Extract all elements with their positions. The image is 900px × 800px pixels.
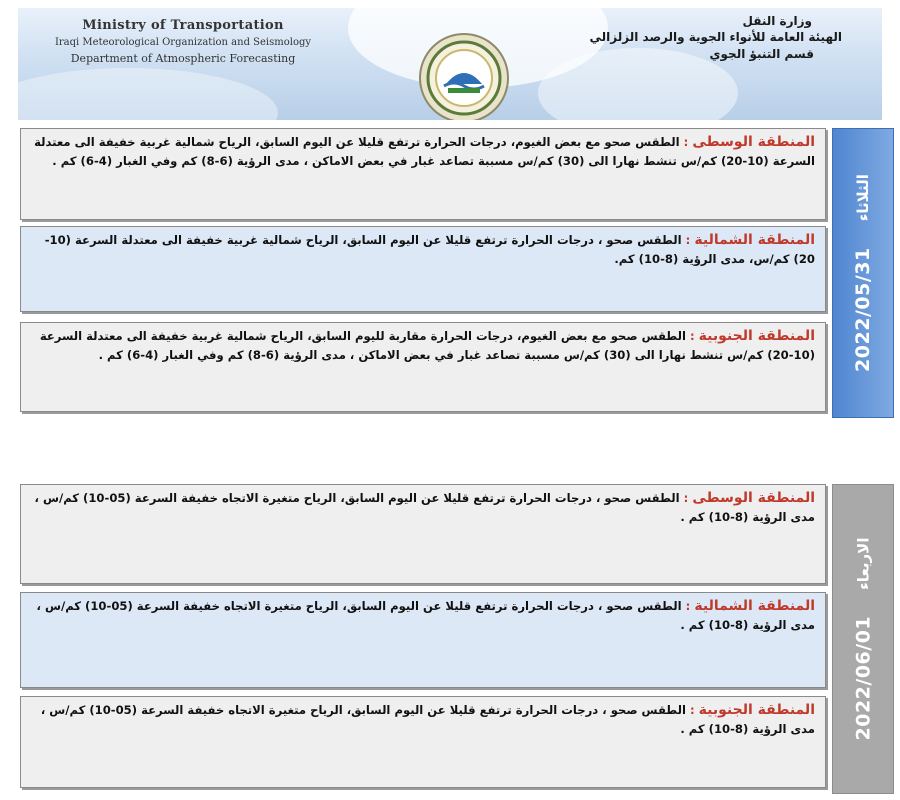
- cloud-decoration: [18, 68, 278, 120]
- organization-name-ar: الهيئة العامة للأنواء الجوية والرصد الزلزالي: [589, 30, 842, 44]
- forecast-day-name: الاربعاء: [854, 537, 872, 590]
- region-label: المنطقة الجنوبية: [698, 702, 815, 718]
- region-separator: :: [683, 135, 689, 149]
- organization-name-en: Iraqi Meteorological Organization and Seismology: [54, 37, 312, 48]
- region-box-central: [20, 484, 826, 584]
- region-separator: :: [689, 703, 695, 717]
- date-bar: [832, 128, 894, 418]
- region-label: المنطقة الوسطى: [692, 134, 815, 150]
- region-label: المنطقة الشمالية: [694, 232, 815, 248]
- region-separator: :: [689, 329, 695, 343]
- region-label: المنطقة الجنوبية: [698, 328, 815, 344]
- ministry-name-en: Ministry of Transportation: [82, 18, 284, 33]
- header-english-text: [48, 18, 318, 65]
- forecast-date: 2022/05/31: [852, 247, 874, 372]
- region-forecast-text: الطقس صحو ، درجات الحرارة ترتفع قليلا عن اليوم السابق، الرياح متغيرة الاتجاه خفيفة السرعة (05-10) كم/س ، مدى الرؤية (8-10) كم .: [36, 599, 815, 632]
- forecast-day-name: الثلاثاء: [854, 174, 872, 222]
- department-name-en: Department of Atmospheric Forecasting: [70, 52, 296, 65]
- department-name-ar: قسم التنبؤ الجوي: [709, 47, 814, 61]
- forecast-date: 2022/06/01: [852, 615, 874, 741]
- region-label: المنطقة الشمالية: [694, 598, 815, 614]
- region-box-south: [20, 322, 826, 412]
- region-box-central: [20, 128, 826, 220]
- region-separator: :: [685, 599, 691, 613]
- region-forecast-text: الطقس صحو مع بعض الغيوم، درجات الحرارة مقاربة لليوم السابق، الرياح شمالية غربية خفيفة الى معتدلة السرعة (10-20) كم/س تنشط نهارا الى (30) كم/س مسببة تصاعد غبار في بعض الاماكن ، مدى الرؤية (6-8) كم وفي الغبار (4-6) كم .: [39, 329, 815, 362]
- region-box-north: [20, 226, 826, 312]
- ministry-name-ar: وزارة النقل: [742, 14, 812, 28]
- region-forecast-text: الطقس صحو ، درجات الحرارة ترتفع قليلا عن اليوم السابق، الرياح شمالية غربية خفيفة الى معتدلة السرعة (10-20) كم/س، مدى الرؤية (8-10) كم.: [44, 233, 815, 266]
- region-separator: :: [685, 233, 691, 247]
- region-forecast-text: الطقس صحو ، درجات الحرارة ترتفع قليلا عن اليوم السابق، الرياح متغيرة الاتجاه خفيفة السرعة (05-10) كم/س ، مدى الرؤية (8-10) كم .: [40, 703, 815, 736]
- header-banner: [18, 8, 882, 120]
- region-forecast-text: الطقس صحو ، درجات الحرارة ترتفع قليلا عن اليوم السابق، الرياح متغيرة الاتجاه خفيفة السرعة (05-10) كم/س ، مدى الرؤية (8-10) كم .: [34, 491, 815, 524]
- region-separator: :: [683, 491, 689, 505]
- organization-logo-icon: [418, 32, 510, 120]
- region-box-north: [20, 592, 826, 688]
- region-forecast-text: الطقس صحو مع بعض الغيوم، درجات الحرارة ترتفع قليلا عن اليوم السابق، الرياح شمالية غربية خفيفة الى معتدلة السرعة (10-20) كم/س تنشط نهارا الى (30) كم/س مسببة تصاعد غبار في بعض الاماكن ، مدى الرؤية (6-8) كم وفي الغبار (4-6) كم .: [34, 135, 815, 168]
- date-bar: [832, 484, 894, 794]
- date-label: [852, 538, 874, 741]
- forecast-day-2: [20, 484, 894, 792]
- date-label: [852, 174, 874, 372]
- forecast-day-1: [20, 128, 894, 416]
- header-arabic-text: [542, 14, 842, 61]
- region-label: المنطقة الوسطى: [692, 490, 815, 506]
- region-box-south: [20, 696, 826, 788]
